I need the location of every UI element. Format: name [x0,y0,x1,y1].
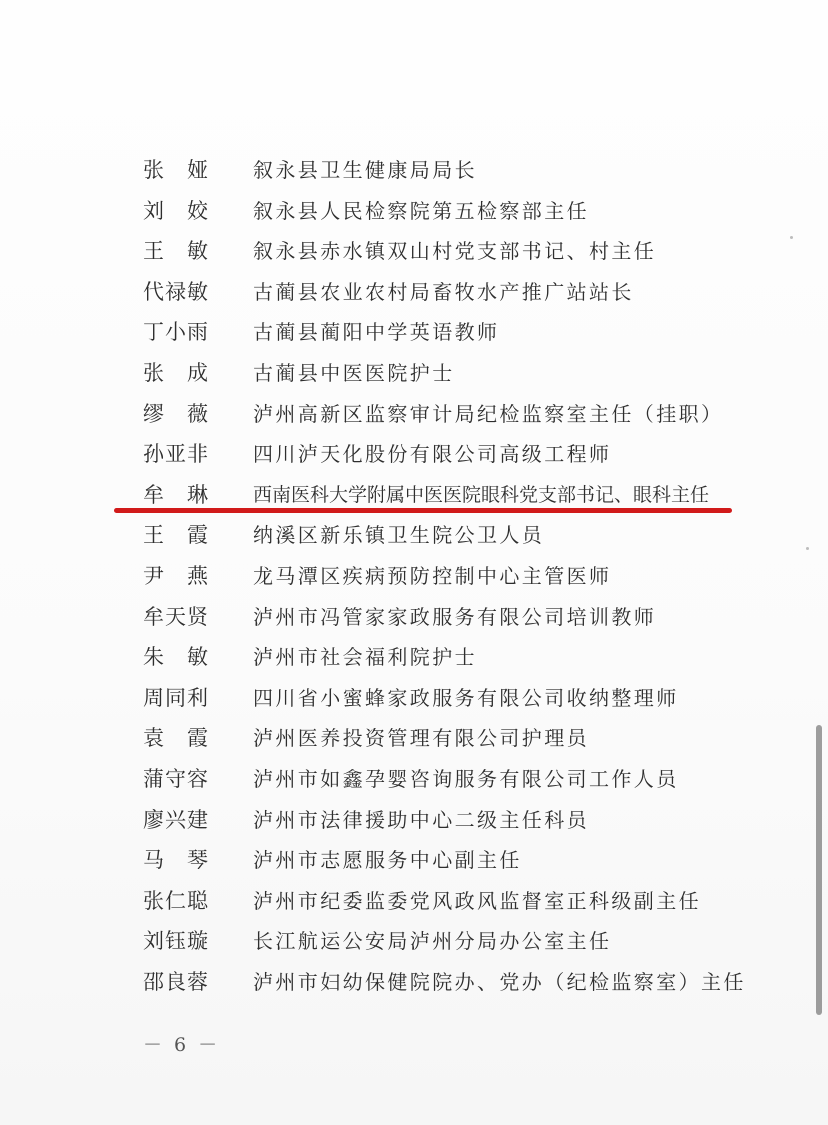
person-title: 泸州市志愿服务中心副主任 [253,848,522,873]
list-item [0,353,828,394]
person-name: 邵良蓉 [143,969,209,994]
list-item [0,881,828,922]
person-name: 张仁聪 [143,888,209,913]
person-name: 王 霞 [143,523,209,548]
person-name: 王 敏 [143,239,209,264]
list-item [0,312,828,353]
person-title: 长江航运公安局泸州分局办公室主任 [253,929,612,954]
list-item [0,556,828,597]
person-title: 西南医科大学附属中医医院眼科党支部书记、眼科主任 [253,483,710,506]
person-title: 叙永县赤水镇双山村党支部书记、村主任 [253,239,657,264]
person-name: 尹 燕 [143,563,209,588]
list-item [0,637,828,678]
person-title: 泸州市冯管家家政服务有限公司培训教师 [253,604,657,629]
person-name: 马 琴 [143,848,209,873]
list-item [0,962,828,1003]
person-name: 张 成 [143,360,209,385]
person-title: 泸州高新区监察审计局纪检监察室主任（挂职） [253,401,724,426]
person-name: 丁小雨 [143,320,209,345]
page-number: － 6 － [143,1034,221,1056]
person-title: 泸州市法律援助中心二级主任科员 [253,807,589,832]
person-name: 蒲守容 [143,766,209,791]
list-item [0,231,828,272]
list-item [0,394,828,435]
list-item [0,678,828,719]
person-title: 泸州医养投资管理有限公司护理员 [253,726,589,751]
list-item [0,840,828,881]
person-name: 孙亚非 [143,442,209,467]
person-title: 龙马潭区疾病预防控制中心主管医师 [253,563,612,588]
person-name: 袁 霞 [143,726,209,751]
list-item [0,718,828,759]
person-title: 纳溪区新乐镇卫生院公卫人员 [253,523,545,548]
person-title: 古蔺县农业农村局畜牧水产推广站站长 [253,279,634,304]
paper-speck [806,547,809,550]
person-name: 牟天贤 [143,604,209,629]
paper-speck [790,236,793,239]
list-item [0,800,828,841]
red-underline-annotation [114,508,732,513]
person-name: 缪 薇 [143,401,209,426]
person-name: 廖兴建 [143,807,209,832]
person-title: 古蔺县中医医院护士 [253,360,455,385]
list-item [0,434,828,475]
list-item [0,515,828,556]
person-title: 泸州市纪委监委党风政风监督室正科级副主任 [253,888,701,913]
list-item [0,272,828,313]
personnel-list [0,150,828,1002]
person-title: 泸州市妇幼保健院院办、党办（纪检监察室）主任 [253,969,746,994]
list-item [0,191,828,232]
person-name: 张 娅 [143,158,209,182]
person-title: 泸州市如鑫孕婴咨询服务有限公司工作人员 [253,766,679,791]
person-name: 朱 敏 [143,645,209,670]
list-item [0,759,828,800]
vertical-scrollbar[interactable] [816,725,822,1015]
person-name: 牟 琳 [143,482,209,507]
person-name: 代禄敏 [143,279,209,304]
person-title: 泸州市社会福利院护士 [253,645,477,670]
person-title: 叙永县人民检察院第五检察部主任 [253,198,589,223]
person-title: 叙永县卫生健康局局长 [253,158,477,182]
person-name: 刘钰璇 [143,929,209,954]
list-item [0,921,828,962]
list-item [0,597,828,638]
person-name: 刘 姣 [143,198,209,223]
person-title: 四川泸天化股份有限公司高级工程师 [253,442,612,467]
list-item [0,150,828,191]
person-title: 古蔺县蔺阳中学英语教师 [253,320,500,345]
person-name: 周同利 [143,685,209,710]
person-title: 四川省小蜜蜂家政服务有限公司收纳整理师 [253,685,679,710]
